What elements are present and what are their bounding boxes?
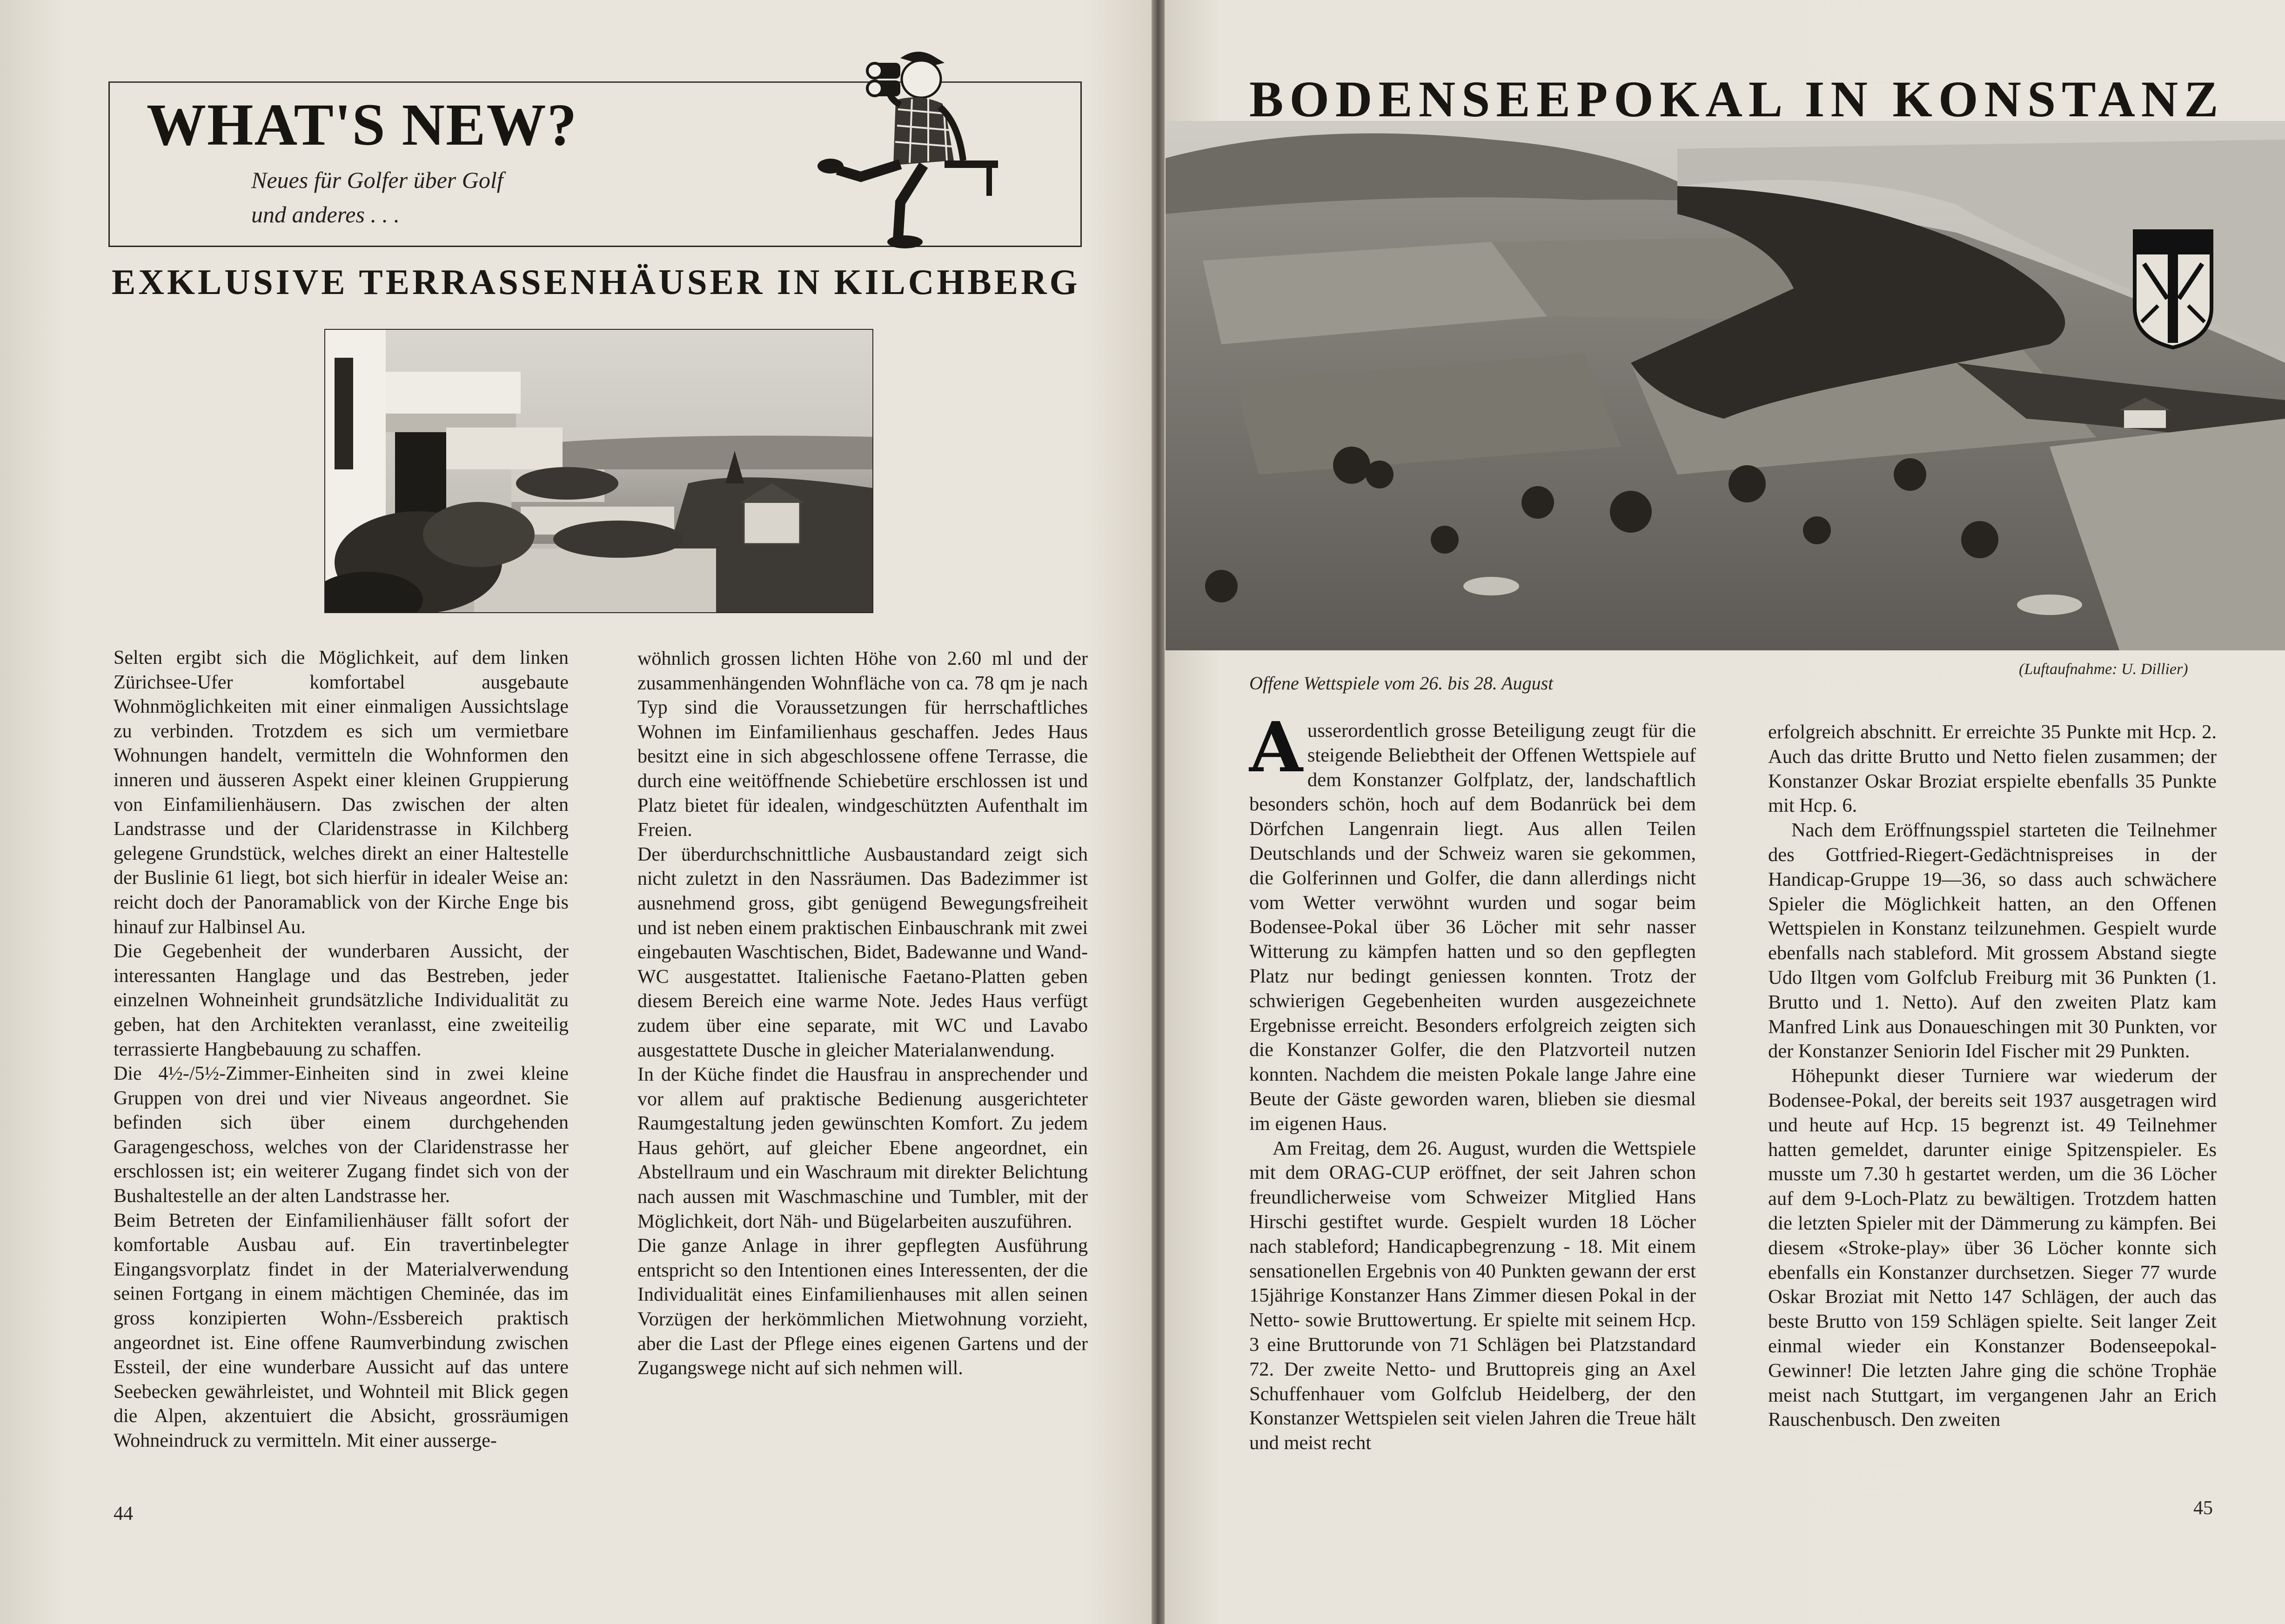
binoculars-mascot-illustration xyxy=(805,44,1000,249)
paragraph: Ausserordentlich grosse Beteiligung zeugt für die steigende Beliebtheit der Offenen Wettspiele auf dem Konstanzer Golfplatz, der, landschaftlich besonders schön, hoch auf dem Bodanrück bei dem Dörfchen Langenrain liegt. Aus allen Teilen Deutschlands und der Schweiz waren sie gekommen, die Golferinnen und Golfer, die dann allerdings nicht vom Wetter verwöhnt wurden und sogar beim Bodensee-Pokal über 36 Löcher mit sehr nasser Witterung zu kämpfen hatten und so den gepflegten Platz nur bedingt geniessen konnten. Trotz der schwierigen Gegebenheiten wurden ausgezeichnete Ergebnisse erreicht. Besonders erfolgreich zeigten sich die Konstanzer Golfer, die den Platzvorteil nutzen konnten. Nachdem die meisten Pokale lange Jahre eine Beute der Gäste geworden waren, blieben sie diesmal im eigenen Haus. xyxy=(1249,707,1696,1135)
book-gutter xyxy=(1152,0,1165,1624)
article-column-2 xyxy=(637,647,1088,1381)
paragraph: Die 4½-/5½-Zimmer-Einheiten sind in zwei kleine Gruppen von drei und vier Niveaus angeordnet. Sie befinden sich über einem durchgehenden Garagengeschoss, welches von der Claridenstrasse her erschlossen ist; ein weiterer Zugang findet sich von der Bushaltestelle an der alten Landstrasse her. xyxy=(114,1063,569,1207)
page-number: 44 xyxy=(114,1503,133,1524)
paragraph: Der überdurchschnittliche Ausbaustandard zeigt sich nicht zuletzt in den Nassräumen. Das Badezimmer ist ausnehmend gross, gibt genügend Bewegungsfreiheit und ist neben einem praktischen Einbauschrank mit zwei eingebauten Waschtischen, Bidet, Badewanne und Wand-WC ausgestattet. Italienische Faetano-Platten geben diesem Bereich eine warme Note. Jedes Haus verfügt zudem über eine separate, mit WC und Lavabo ausgestattete Dusche in gleicher Materialanwendung. xyxy=(637,843,1088,1061)
paragraph: In der Küche findet die Hausfrau in ansprechender und vor allem auf praktische Bedienung ausgerichteter Raumgestaltung jeden gewünschten Komfort. Zu jedem Haus gehört, auf gleicher Ebene angeordnet, ein Abstellraum und ein Waschraum mit direkter Belichtung nach aussen mit Waschmaschine und Tumbler, mit der Möglichkeit, dort Näh- und Bügelarbeiten auszuführen. xyxy=(637,1064,1088,1232)
header-title: WHAT'S NEW? xyxy=(147,92,578,158)
photo-caption: Offene Wettspiele vom 26. bis 28. August xyxy=(1249,673,1554,694)
paragraph: wöhnlich grossen lichten Höhe von 2.60 ml und der zusammenhängenden Wohnfläche von ca. 78 qm je nach Typ sind die Voraussetzungen für herrschaftliches Wohnen im Einfamilienhaus geschaffen. Jedes Haus besitzt eine in sich abgeschlossene offene Terrasse, die durch eine weitöffnende Schiebetüre erschlossen ist und Platz bietet für idealen, windgeschützten Aufenthalt im Freien. xyxy=(637,648,1088,841)
club-crest-icon xyxy=(2132,229,2214,350)
paragraph: erfolgreich abschnitt. Er erreichte 35 Punkte mit Hcp. 2. Auch das dritte Brutto und Netto fielen zusammen; der Konstanzer Oskar Broziat erspielte ebenfalls 35 Punkte mit Hcp. 6. xyxy=(1768,721,2217,817)
header-subtitle-line2: und anderes . . . xyxy=(251,201,400,227)
paragraph: Selten ergibt sich die Möglichkeit, auf dem linken Zürichsee-Ufer komfortabel ausgebaute Wohnmöglichkeiten mit einer einmaligen Aussichtslage zu verbinden. Trotzdem es sich um vermietbare Wohnungen handelt, vermitteln die Wohnformen den inneren und äusseren Aspekt einer kleinen Gruppierung von Einfamilienhäusern. Das zwischen der alten Landstrasse und der Claridenstrasse in Kilchberg gelegene Grundstück, welches direkt an einer Haltestelle der Buslinie 61 liegt, bot sich hierfür in idealer Weise an: reicht doch der Panoramablick von der Kirche Enge bis hinauf zur Halbinsel Au. xyxy=(114,647,569,938)
aerial-golf-course-photo xyxy=(1166,121,2285,650)
terrace-houses-photo xyxy=(324,329,873,613)
paragraph: Beim Betreten der Einfamilienhäuser fällt sofort der komfortable Ausbau auf. Ein travertinbelegter Eingangsvorplatz findet in der Materialverwendung seinen Fortgang in einem mächtigen Cheminée, das im gross konzipierten Wohn-/Essbereich praktisch angeordnet ist. Eine offene Raumverbindung zwischen Essteil, der eine wunderbare Aussicht auf das untere Seebecken gewährleistet, und Wohnteil mit Blick gegen die Alpen, akzentuiert die Absicht, grossräumigen Wohneindruck zu vermitteln. Mit einer ausserge- xyxy=(114,1210,569,1451)
paragraph: Nach dem Eröffnungsspiel starteten die Teilnehmer des Gottfried-Riegert-Gedächtnispreises in der Handicap-Gruppe 19—36, so dass auch schwächere Spieler die Möglichkeit hatten, an den Offenen Wettspielen in Konstanz teilzunehmen. Gespielt wurde ebenfalls nach stableford. Mit grossem Abstand siegte Udo Iltgen vom Golfclub Freiburg mit 36 Punkten (1. Brutto und 1. Netto). Auf den zweiten Platz kam Manfred Link aus Donaueschingen mit 30 Punkten, vor der Konstanzer Seniorin Idel Fischer mit 29 Punkten. xyxy=(1768,819,2217,1063)
header-subtitle xyxy=(251,163,540,232)
paragraph: Die Gegebenheit der wunderbaren Aussicht, der interessanten Hanglage und das Bestreben, jeder einzelnen Wohneinheit grundsätzliche Individualität zu geben, hat den Architekten veranlasst, eine zweiteilig terrassierte Hangbebauung zu schaffen. xyxy=(114,941,569,1060)
header-subtitle-line1: Neues für Golfer über Golf xyxy=(251,167,503,193)
article-column-1 xyxy=(114,646,569,1453)
right-page xyxy=(1165,0,2285,1624)
article-column-2 xyxy=(1768,720,2217,1432)
article-column-1 xyxy=(1249,707,1696,1456)
page-number: 45 xyxy=(2193,1497,2213,1519)
paragraph: Am Freitag, dem 26. August, wurden die Wettspiele mit dem ORAG-CUP eröffnet, der seit Jahren schon freundlicherweise vom Schweizer Mitglied Hans Hirschi gestiftet wurde. Gespielt wurden 18 Löcher nach stableford; Handicapbegrenzung - 18. Mit einem sensationellen Ergebnis von 40 Punkten gewann der erst 15jährige Konstanzer Hans Zimmer diesen Pokal in der Netto- sowie Bruttowertung. Er spielte mit seinem Hcp. 3 eine Bruttorunde von 71 Schlägen bei Platzstandard 72. Der zweite Netto- und Bruttopreis ging an Axel Schuffenhauer vom Golfclub Heidelberg, der den Konstanzer Wettspielen seit vielen Jahren die Treue hält und meist recht xyxy=(1249,1137,1696,1454)
photo-credit: (Luftaufnahme: U. Dillier) xyxy=(2019,661,2188,678)
article-headline: EXKLUSIVE TERRASSENHÄUSER IN KILCHBERG xyxy=(112,262,1080,302)
paragraph: Höhepunkt dieser Turniere war wiederum der Bodensee-Pokal, der bereits seit 1937 ausgetragen wird und heute auf Hcp. 15 begrenzt ist. 49 Teilnehmer hatten gemeldet, darunter einige Spitzenspieler. Es musste um 7.30 h gestartet werden, um die 36 Löcher auf dem 9-Loch-Platz zu bewältigen. Trotzdem hatten die letzten Spieler mit der Dämmerung zu kämpfen. Bei diesem «Stroke-play» über 36 Löcher konnte sich ebenfalls ein Konstanzer durchsetzen. Sieger 77 wurde Oskar Broziat mit Netto 147 Schlägen, der auch das beste Brutto von 159 Schlägen spielte. Seit langer Zeit einmal wieder ein Konstanzer Bodenseepokal-Gewinner! Die letzten Jahre ging die schöne Trophäe meist nach Stuttgart, im vergangenen Jahr an Erich Rauschenbusch. Den zweiten xyxy=(1768,1065,2217,1431)
article-title: BODENSEEPOKAL IN KONSTANZ xyxy=(1249,71,2225,127)
paragraph: Die ganze Anlage in ihrer gepflegten Ausführung entspricht so den Intentionen eines Interessenten, der die Individualität eines Einfamilienhauses mit allen seinen Vorzügen der herkömmlichen Mietwohnung vorzieht, aber die Last der Pflege eines eigenen Gartens und der Zugangswege nicht auf sich nehmen will. xyxy=(637,1235,1088,1379)
drop-cap: A xyxy=(1249,707,1303,788)
